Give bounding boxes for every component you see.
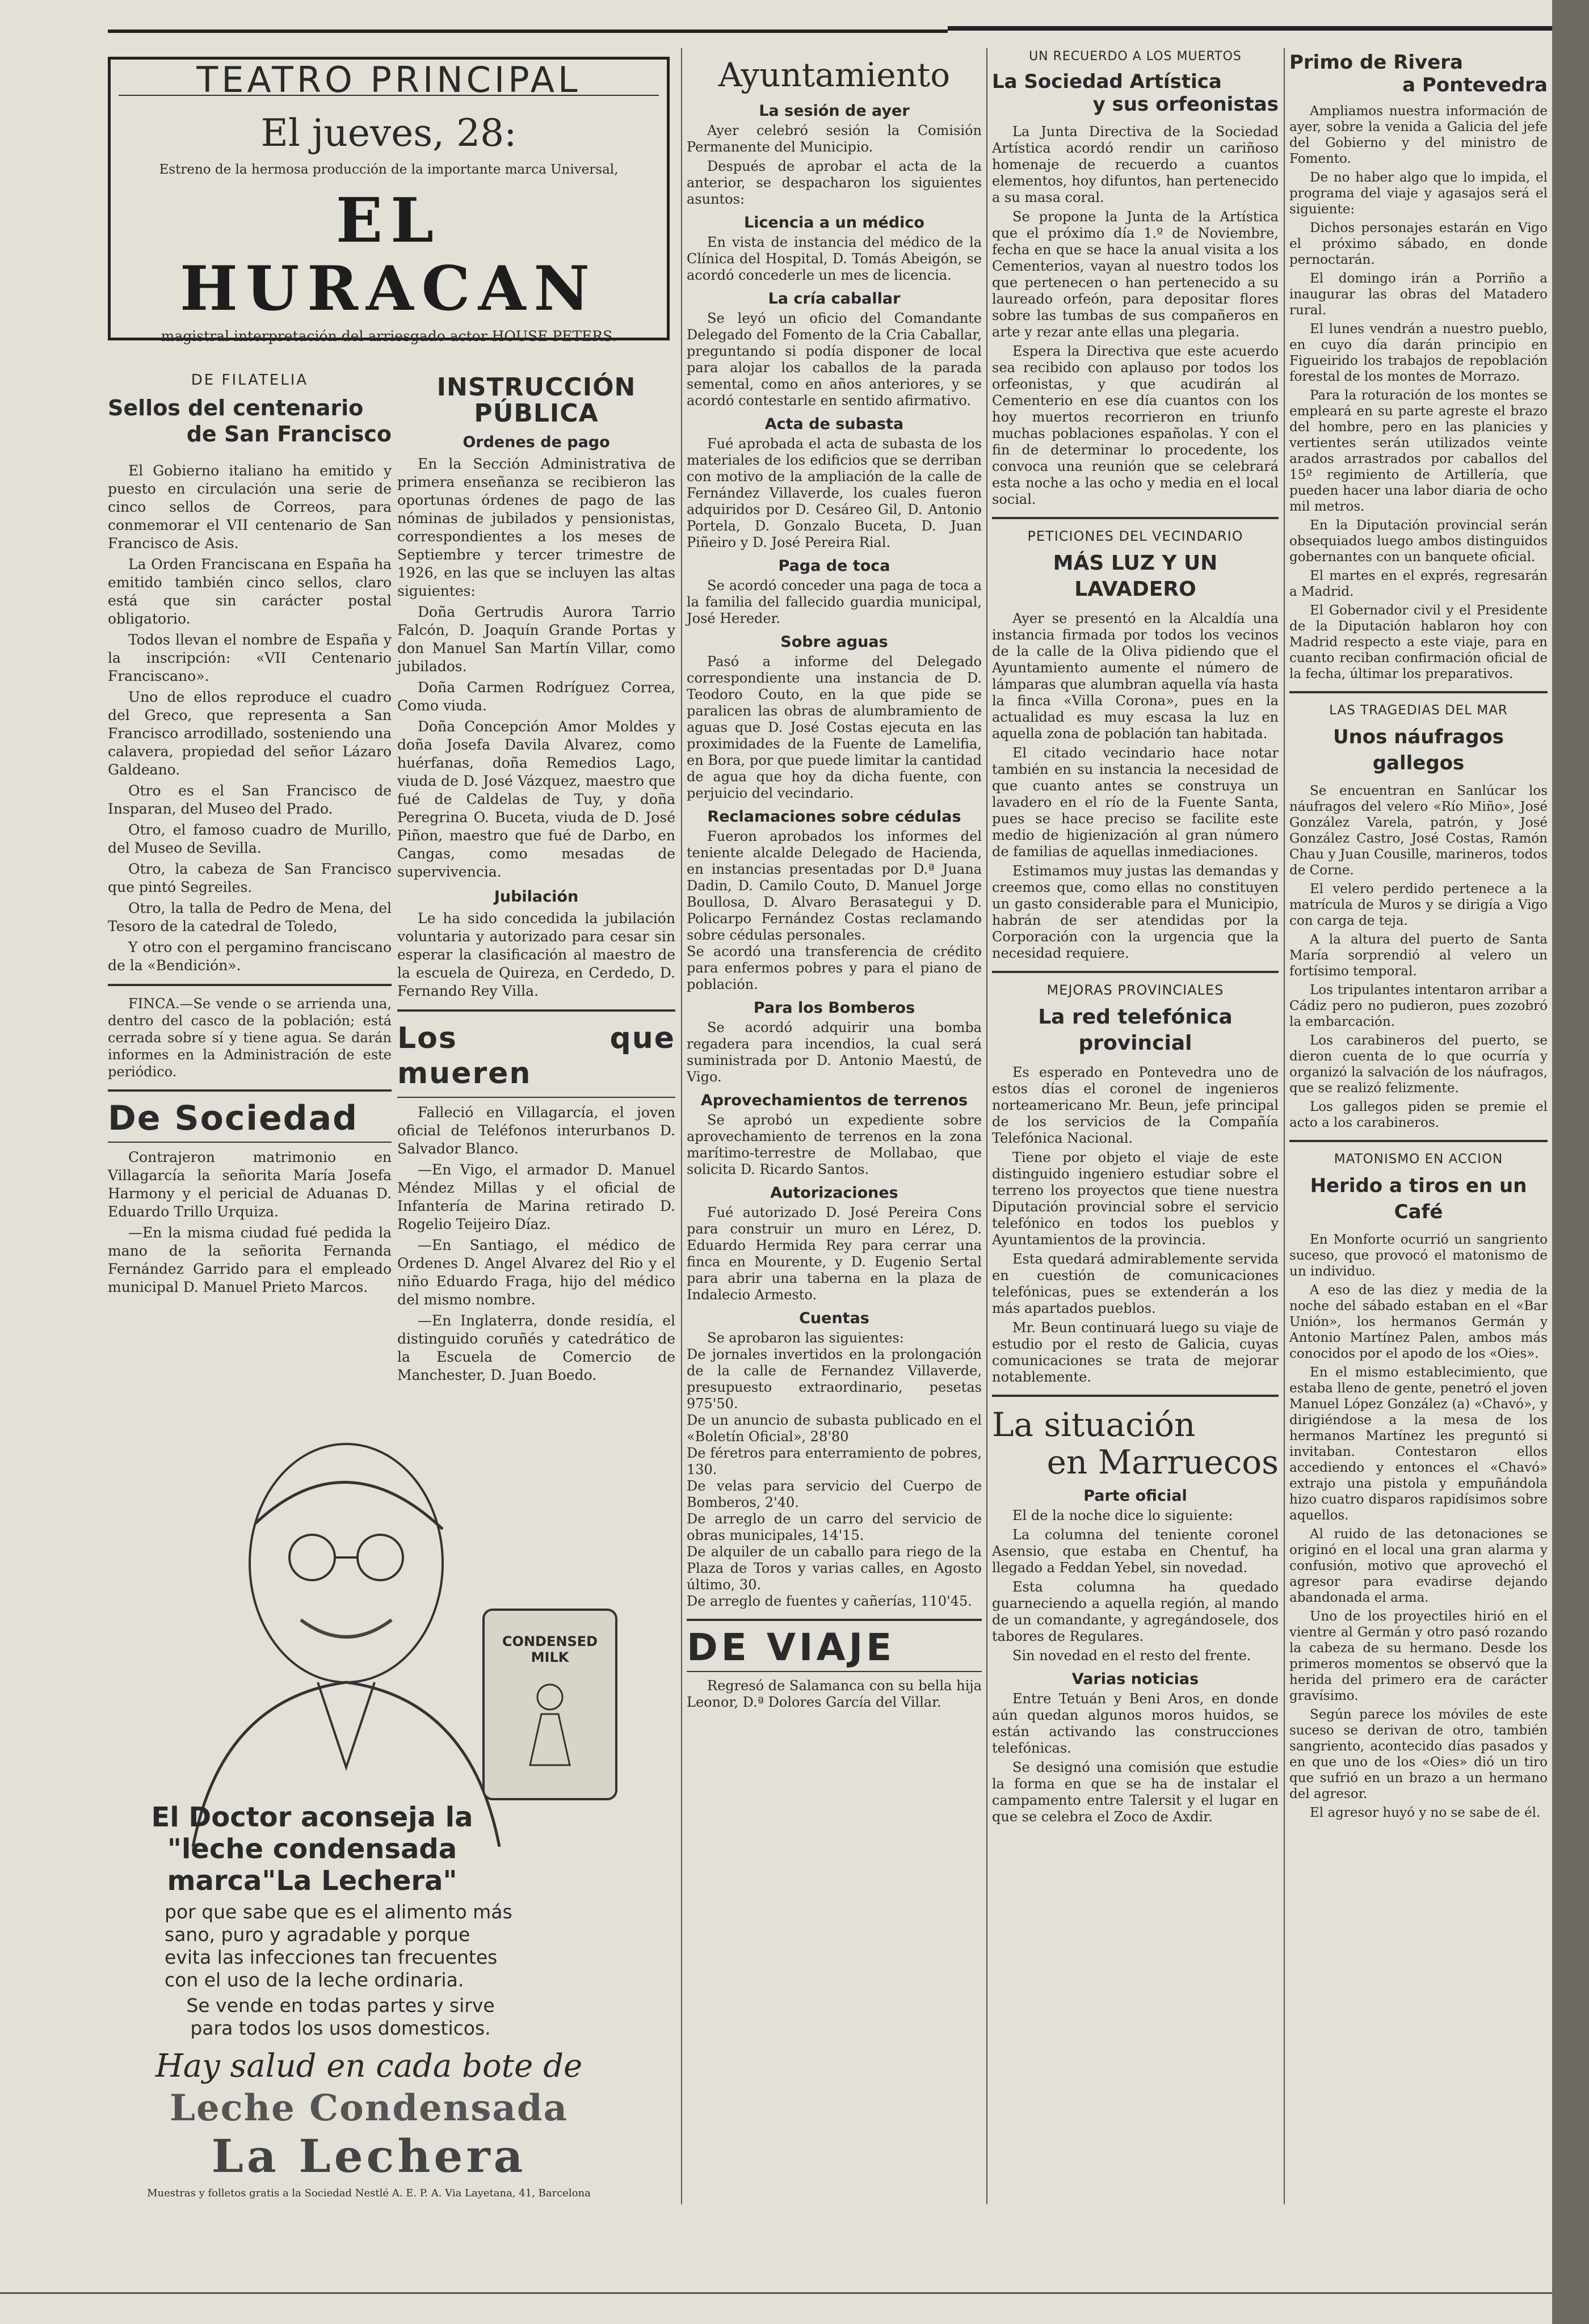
ayuntamiento-heading: Licencia a un médico xyxy=(744,214,924,231)
tragedias-paragraph: Los tripulantes intentaron arribar a Cádiz pero no pudieron, pues zozobró la embarcación. xyxy=(1289,983,1548,1029)
ayuntamiento-intro: Después de aprobar el acta de la anterior, se despacharon los siguientes asuntos: xyxy=(687,158,982,207)
ayuntamiento-intro: Ayer celebró sesión la Comisión Permanente del Municipio. xyxy=(687,123,982,155)
ayuntamiento-heading: Autorizaciones xyxy=(770,1184,898,1202)
column-3 xyxy=(687,54,982,1713)
ad-body-2: Se vende en todas partes y sirve para todos los usos domesticos. xyxy=(186,1994,495,2039)
peticiones-title: MÁS LUZ Y UN LAVADERO xyxy=(1053,551,1218,601)
filatelia-title-1: Sellos del centenario xyxy=(108,395,364,420)
tragedias-title: Unos náufragos gallegos xyxy=(1332,726,1504,774)
mejoras-kicker: MEJORAS PROVINCIALES xyxy=(1046,982,1224,998)
primo-paragraph: Para la roturación de los montes se empleará en su parte agreste el brazo del hombre, pero en las planicies y vertientes serán utilizados veinte arados arrastrados por caballos del 15º regimiento de Artillería, que pueden hacer una labor diaria de ocho mil metros. xyxy=(1289,388,1548,514)
matonismo-paragraph: Según parece los móviles de este suceso se derivan de otro, también sangriento, acontecido días pasados y en que uno de los «Oies» dió un tiro que sufrió en un brazo a un hermano del agresor. xyxy=(1289,1707,1548,1801)
primo-title-2: a Pontevedra xyxy=(1402,74,1548,96)
ayuntamiento-heading: Aprovechamientos de terrenos xyxy=(700,1092,968,1109)
ad-script-line: Hay salud en cada bote de xyxy=(155,2048,583,2085)
ayuntamiento-heading: La cría caballar xyxy=(768,290,901,308)
filatelia-paragraph: Y otro con el pergamino franciscano de la «Bendición». xyxy=(108,939,392,974)
filatelia-paragraph: Uno de ellos reproduce el cuadro del Greco, que representa a San Francisco arrodillado, sosteniendo una calavera, propiedad del señor Lázaro Galdeano. xyxy=(108,689,392,778)
matonismo-paragraph: En el mismo establecimiento, que estaba lleno de gente, penetró el joven Manuel López González (a) «Chavó», y dirigiéndose a la mesa de los hermanos Martínez les preguntó si invitaban. Contestaron ellos accediendo y entonces el «Chavó» extrajo una pistola y empuñándola hizo cuatro disparos rapidísimos sobre aquellos. xyxy=(1289,1365,1548,1523)
primo-paragraph: En la Diputación provincial serán obsequiados luego ambos distinguidos gobernantes con un banquete oficial. xyxy=(1289,518,1548,565)
recuerdo-title-2: y sus orfeonistas xyxy=(1092,93,1279,116)
recuerdo-paragraph: Espera la Directiva que este acuerdo sea recibido con aplauso por todos los orfeonistas, y que acudirán al Cementerio en ese día cuantos con los hoy muertos recorrieron en triunfo muchas poblaciones españolas. Y con el fin de determinar lo procedente, los convoca una reunión que se celebrará esta noche a las ocho y media en el local social. xyxy=(992,343,1279,507)
ayuntamiento-text: Fué aprobada el acta de subasta de los materiales de los edificios que se derriban con motivo de la ampliación de la calle de Fernández Villaverde, los cuales fueron adquiridos por D. Cesáreo Gil, D. Antonio Portela, D. Gonzalo Buceta, D. Juan Piñeiro y D. José Pereira Rial. xyxy=(687,436,982,550)
filatelia-paragraph: Otro, el famoso cuadro de Murillo, del Museo de Sevilla. xyxy=(108,822,392,856)
ad-body: por que sabe que es el alimento más sano, puro y agradable y porque evita las infecciones tan frecuentes con el uso de la leche ordinaria. xyxy=(165,1901,512,1991)
teatro-box xyxy=(108,57,670,344)
mejoras-paragraph: Tiene por objeto el viaje de este distinguido ingeniero estudiar sobre el terreno los proyectos que tiene nuestra Diputación provincial sobre el servicio telefónico en todos los pueblos y Ayuntamientos de la provincia. xyxy=(992,1150,1279,1248)
column-4 xyxy=(992,48,1279,1828)
lechera-advertisement xyxy=(108,1416,630,2210)
peticiones-paragraph: El citado vecindario hace notar también en su instancia la necesidad de que cuanto antes se construya un lavadero en el río de la Fuente Santa, pues se hace preciso se facilite este medio de higienización al gran número de familias de aquellas inmediaciones. xyxy=(992,745,1279,860)
matonismo-title: Herido a tiros en un Café xyxy=(1310,1174,1527,1223)
recuerdo-title-1: La Sociedad Artística xyxy=(992,70,1222,93)
ayuntamiento-text: Se aprobaron las siguientes: De jornales invertidos en la prolongación de la calle de Fernandez Villaverde, presupuesto extraordinario, pesetas 975'50. De un anuncio de subasta publicado en el «Boletín Oficial», 28'80 De féretros para enterramiento de pobres, 130. De velas para servicio del Cuerpo de Bomberos, 2'40. De arreglo de un carro del servicio de obras municipales, 14'15. De alquiler de un caballo para riego de la Plaza de Toros y varias calles, en Agosto último, 30. De arreglo de fuentes y cañerías, 110'45. xyxy=(687,1330,982,1609)
viaje-text: Regresó de Salamanca con su bella hija Leonor, D.ª Dolores García del Villar. xyxy=(687,1678,982,1710)
mueren-paragraph: —En Inglaterra, donde residía, el distinguido coruñés y catedrático de la Escuela de Comercio de Manchester, D. Juan Boedo. xyxy=(397,1312,675,1383)
tragedias-paragraph: Se encuentran en Sanlúcar los náufragos del velero «Río Miño», José González Varela, patrón, y José González Castro, José Costas, Ramón Chau y Juan Cousille, marineros, todos de Corne. xyxy=(1289,784,1548,878)
instruccion-sub-2: Jubilación xyxy=(494,888,579,906)
teatro-credit: magistral interpretación del arriesgado actor HOUSE PETERS. xyxy=(161,328,617,344)
ayuntamiento-text: Fueron aprobados los informes del teniente alcalde Delegado de Hacienda, en instancias presentadas por D.ª Juana Dadin, D. Camilo Couto, D. Manuel Jorge Boullosa, D. Alvaro Berasategui y D. Policarpo Fernández Costas reclamando sobre cédulas personales. Se acordó una transferencia de crédito para enfermos pobres y para el piano de población. xyxy=(687,828,982,992)
viaje-title: DE VIAJE xyxy=(687,1626,896,1669)
milkmaid-icon xyxy=(507,1674,592,1771)
ayuntamiento-text: Pasó a informe del Delegado correspondiente una instancia de D. Teodoro Couto, en la que pide se paralicen las obras de alumbramiento de aguas que D. José Costas ejecuta en las proximidades de la Fuente de Lamelifia, en Bora, por que puede limitar la cantidad de agua que hoy da dicha fuente, con perjuicio del vecindario. xyxy=(687,654,982,801)
ad-headline: El Doctor aconseja la "leche condensada marca"La Lechera" xyxy=(151,1801,473,1897)
primo-title-1: Primo de Rivera xyxy=(1289,51,1463,74)
mejoras-paragraph: Esta quedará admirablemente servida en cuestión de comunicaciones telefónicas, pues se extenderán a los más apartados pueblos. xyxy=(992,1251,1279,1316)
page-edge xyxy=(1552,0,1589,2324)
mejoras-paragraph: Mr. Beun continuará luego su viaje de estudio por el resto de Galicia, cuyas comunicaciones se trata de mejorar notablemente. xyxy=(992,1320,1279,1385)
matonismo-paragraph: A eso de las diez y media de la noche del sábado estaban en el «Bar Unión», los hermanos Germán y Antonio Martínez Palen, ambos más conocidos por el apodo de los «Oies». xyxy=(1289,1283,1548,1361)
marruecos-paragraph: La columna del teniente coronel Asensio, que estaba en Chentuf, ha llegado a Feddan Yebel, sin novedad. xyxy=(992,1527,1279,1576)
matonismo-paragraph: El agresor huyó y no se sabe de él. xyxy=(1310,1805,1541,1820)
mejoras-title: La red telefónica provincial xyxy=(1038,1005,1233,1055)
filatelia-paragraph: Otro es el San Francisco de Insparan, del Museo del Prado. xyxy=(108,782,392,817)
milk-can xyxy=(482,1609,617,1800)
peticiones-paragraph: Ayer se presentó en la Alcaldía una instancia firmada por todos los vecinos de la calle de la Oliva pidiendo que el Ayuntamiento aumente el número de lámparas que alumbran aquella vía hasta la finca «Villa Corona», pues en la actualidad es muy escasa la luz en aquella zona de población tan habitada. xyxy=(992,611,1279,742)
primo-paragraph: El domingo irán a Porriño a inaugurar las obras del Matadero rural. xyxy=(1289,271,1548,318)
ayuntamiento-sub: La sesión de ayer xyxy=(759,102,910,120)
instruccion-title: INSTRUCCIÓN PÚBLICA xyxy=(436,373,636,428)
sociedad-paragraph: —En la misma ciudad fué pedida la mano de la señorita Fernanda Fernández Garrido para el empleado municipal D. Manuel Prieto Marcos. xyxy=(108,1224,392,1295)
column-gutter-3 xyxy=(1284,48,1285,2204)
filatelia-paragraph: El Gobierno italiano ha emitido y puesto en circulación una serie de cinco sellos de Correos, para conmemorar el VII centenario de San Francisco de Asis. xyxy=(108,462,392,551)
bottom-rule xyxy=(0,2292,1552,2294)
ayuntamiento-heading: Cuentas xyxy=(799,1310,869,1327)
recuerdo-paragraph: Se propone la Junta de la Artística que el próximo día 1.º de Noviembre, fecha en que se hace la anual visita a los Cementerios, vayan al nuestro todos los que pertenecen o han pertenecido a su laureado orfeón, para depositar flores sobre las tumbas de sus compañeros en arte y rezar ante ellas una plegaria. xyxy=(992,209,1279,340)
mueren-paragraph: Falleció en Villagarcía, el joven oficial de Teléfonos interurbanos D. Salvador Blanco. xyxy=(397,1104,675,1157)
marruecos-paragraph: Se designó una comisión que estudie la forma en que se ha de instalar el campamento entre Talersit y el lugar en que se celebra el Zoco de Axdir. xyxy=(992,1759,1279,1825)
tragedias-paragraph: A la altura del puerto de Santa María sorprendió al velero un fortísimo temporal. xyxy=(1289,932,1548,979)
mejoras-paragraph: Es esperado en Pontevedra uno de estos días el coronel de ingenieros norteamericano Mr. Beun, jefe principal de los servicios de la Compañía Telefónica Nacional. xyxy=(992,1064,1279,1146)
tragedias-kicker: LAS TRAGEDIAS DEL MAR xyxy=(1329,703,1508,718)
filatelia-paragraph: La Orden Franciscana en España ha emitido también cinco sellos, claro está que sin carácter postal obligatorio. xyxy=(108,556,392,627)
teatro-subtitle: Estreno de la hermosa producción de la importante marca Universal, xyxy=(159,162,619,177)
filatelia-title-2: de San Francisco xyxy=(186,422,392,447)
ayuntamiento-heading: Acta de subasta xyxy=(764,415,904,433)
ayuntamiento-text: Se aprobó un expediente sobre aprovechamiento de terrenos en la zona marítimo-terrestre de Mollabao, que solicita D. Ricardo Santos. xyxy=(687,1112,982,1177)
filatelia-paragraph: Otro, la talla de Pedro de Mena, del Tesoro de la catedral de Toledo, xyxy=(108,900,392,934)
ayuntamiento-text: Se leyó un oficio del Comandante Delegado del Fomento de la Cria Caballar, preguntando si podía disponer de local para alojar los caballos de la parada semental, como en años anteriores, y se acordó contestarle en sentido afirmativo. xyxy=(687,310,982,409)
recuerdo-kicker: UN RECUERDO A LOS MUERTOS xyxy=(1029,49,1242,64)
ad-product-2: La Lechera xyxy=(211,2129,527,2183)
matonismo-paragraph: En Monforte ocurrió un sangriento suceso, que provocó el matonismo de un individuo. xyxy=(1289,1232,1548,1279)
teatro-header: TEATRO PRINCIPAL xyxy=(196,59,581,100)
peticiones-kicker: PETICIONES DEL VECINDARIO xyxy=(1027,528,1243,544)
mueren-paragraph: —En Vigo, el armador D. Manuel Méndez Millas y el oficial de Infantería de Marina retirado D. Rogelio Teijeiro Díaz. xyxy=(397,1161,675,1232)
column-5 xyxy=(1289,51,1548,1824)
top-rule xyxy=(108,30,948,33)
ayuntamiento-text: Se acordó adquirir una bomba regadera para incendios, la cual será suministrada por D. Antonio Maestú, de Vigo. xyxy=(687,1020,982,1085)
column-gutter-1 xyxy=(681,48,682,2204)
ad-footer: Muestras y folletos gratis a la Sociedad Nestlé A. E. P. A. Via Layetana, 41, Barcelona xyxy=(147,2187,591,2199)
marruecos-title-1: La situación xyxy=(992,1405,1196,1444)
column-2 xyxy=(397,374,675,1387)
ayuntamiento-text: En vista de instancia del médico de la Clínica del Hospital, D. Tomás Abeigón, se acordó concederle un mes de licencia. xyxy=(687,234,982,283)
marruecos-paragraph: El de la noche dice lo siguiente: xyxy=(1012,1508,1233,1523)
column-left xyxy=(108,57,670,344)
primo-paragraph: Ampliamos nuestra información de ayer, sobre la venida a Galicia del jefe del Gobierno y del ministro de Fomento. xyxy=(1289,104,1548,166)
marruecos-sub-1: Parte oficial xyxy=(1083,1487,1187,1505)
ayuntamiento-text: Se acordó conceder una paga de toca a la familia del fallecido guardia municipal, José Hereder. xyxy=(687,578,982,626)
instruccion-paragraph: Doña Gertrudis Aurora Tarrio Falcón, D. Joaquín Grande Portas y don Manuel San Martín Villar, como jubilados. xyxy=(397,604,675,675)
primo-paragraph: De no haber algo que lo impida, el programa del viaje y agasajos será el siguiente: xyxy=(1289,170,1548,217)
teatro-date: El jueves, 28: xyxy=(260,111,517,155)
recuerdo-paragraph: La Junta Directiva de la Sociedad Artística acordó rendir un cariñoso homenaje de recuerdo a cuantos elementos, hoy difuntos, han pertenecido a su masa coral. xyxy=(992,124,1279,205)
ayuntamiento-title: Ayuntamiento xyxy=(718,56,951,94)
primo-paragraph: Dichos personajes estarán en Vigo el próximo sábado, en donde pernoctarán. xyxy=(1289,221,1548,267)
matonismo-paragraph: Uno de los proyectiles hirió en el vientre al Germán y otro pasó rozando la cabeza de su hermano. Desde los primeros momentos se observó que la herida del primero era de carácter gravísimo. xyxy=(1289,1609,1548,1703)
ad-product-1: Leche Condensada xyxy=(169,2087,569,2129)
teatro-film-title: EL HURACAN xyxy=(179,185,598,325)
sociedad-paragraph: Contrajeron matrimonio en Villagarcía la señorita María Josefa Harmony y el pericial de Aduanas D. Eduardo Trillo Urquiza. xyxy=(108,1149,392,1220)
marruecos-title-2: en Marruecos xyxy=(1046,1443,1279,1481)
ayuntamiento-heading: Sobre aguas xyxy=(780,633,888,651)
marruecos-paragraph: Entre Tetuán y Beni Aros, en donde aún quedan algunos moros huidos, se están activando las construcciones telefónicas. xyxy=(992,1691,1279,1756)
column-1 xyxy=(108,363,392,1299)
sociedad-title: De Sociedad xyxy=(108,1098,359,1138)
instruccion-sub-1: Ordenes de pago xyxy=(463,433,610,451)
instruccion-paragraph: En la Sección Administrativa de primera enseñanza se recibieron las oportunas órdenes de pago de las nóminas de jubilados y pensionistas, correspondientes a los meses de Septiembre y tercer trimestre de 1926, en las que se incluyen las altas siguientes: xyxy=(397,456,675,599)
primo-paragraph: El lunes vendrán a nuestro pueblo, en cuyo día darán principio en Figueirido los trabajos de repoblación forestal de los montes de Morrazo. xyxy=(1289,322,1548,384)
instruccion-paragraph: Le ha sido concedida la jubilación voluntaria y autorizado para cesar sin esperar la clasificación al maestro de la escuela de Quireza, en Cerdedo, D. Fernando Rey Villa. xyxy=(397,910,675,999)
ayuntamiento-heading: Paga de toca xyxy=(778,557,890,575)
ayuntamiento-heading: Para los Bomberos xyxy=(753,999,915,1017)
marruecos-paragraph: Esta columna ha quedado guarneciendo a aquella región, al mando de un comandante, y agregándosele, dos tabores de Regulares. xyxy=(992,1579,1279,1644)
filatelia-paragraph: Otro, la cabeza de San Francisco que pintó Segreiles. xyxy=(108,861,392,895)
instruccion-paragraph: Doña Concepción Amor Moldes y doña Josefa Davila Alvarez, como huérfanas, doña Remedios Lago, viuda de D. José Vázquez, maestro que fué de Caldelas de Tuy, y doña Peregrina O. Buceta, viuda de D. José Piñon, maestro que fué de Darbo, en Cangas, como mesadas de supervivencia. xyxy=(397,718,675,880)
matonismo-paragraph: Al ruido de las detonaciones se originó en el local una gran alarma y confusión, motivo que aprovechó el agresor para evadirse dejando abandonada el arma. xyxy=(1289,1527,1548,1605)
ayuntamiento-heading: Reclamaciones sobre cédulas xyxy=(707,808,961,826)
tragedias-paragraph: Los gallegos piden se premie el acto a los carabineros. xyxy=(1289,1100,1548,1130)
matonismo-kicker: MATONISMO EN ACCION xyxy=(1334,1152,1503,1167)
filatelia-paragraph: Todos llevan el nombre de España y la inscripción: «VII Centenario Franciscano». xyxy=(108,631,392,684)
instruccion-paragraph: Doña Carmen Rodríguez Correa, Como viuda. xyxy=(397,679,675,714)
mueren-title: Los que mueren xyxy=(397,1021,675,1091)
mueren-paragraph: —En Santiago, el médico de Ordenes D. Angel Alvarez del Rio y el niño Eduardo Fraga, hijo del médico del mismo nombre. xyxy=(397,1237,675,1308)
finca-notice: FINCA.—Se vende o se arrienda una, dentro del casco de la población; está cerrada sobre sí y tiene agua. Se darán informes en la Administración de este periódico. xyxy=(108,996,392,1080)
column-gutter-2 xyxy=(986,48,987,2204)
ayuntamiento-text: Fué autorizado D. José Pereira Cons para construir un muro en Lérez, D. Eduardo Hermida Rey para cerrar una finca en Mourente, y D. Eugenio Sertal para abrir una taberna en la plaza de Indalecio Armesto. xyxy=(687,1205,982,1303)
milk-can-label: CONDENSED MILK xyxy=(502,1633,598,1665)
filatelia-kicker: DE FILATELIA xyxy=(191,372,309,389)
peticiones-paragraph: Estimamos muy justas las demandas y creemos que, como ellas no constituyen un gasto considerable para el Municipio, habrán de ser atendidas por la Corporación con la urgencia que la necesidad requiere. xyxy=(992,863,1279,961)
marruecos-paragraph: Sin novedad en el resto del frente. xyxy=(1012,1648,1251,1664)
tragedias-paragraph: El velero perdido pertenece a la matrícula de Muros y se dirigía a Vigo con carga de teja. xyxy=(1289,882,1548,928)
primo-paragraph: El martes en el exprés, regresarán a Madrid. xyxy=(1289,569,1548,599)
primo-paragraph: El Gobernador civil y el Presidente de la Diputación hablaron hoy con Madrid respecto a este viaje, para en cuanto reciban confirmación oficial de la fecha, últimar los preparativos. xyxy=(1289,603,1548,681)
marruecos-sub-2: Varias noticias xyxy=(1071,1670,1199,1688)
top-rule-right xyxy=(948,26,1552,31)
tragedias-paragraph: Los carabineros del puerto, se dieron cuenta de lo que ocurría y organizó la salvación de los náufragos, que se realizó felizmente. xyxy=(1289,1033,1548,1096)
